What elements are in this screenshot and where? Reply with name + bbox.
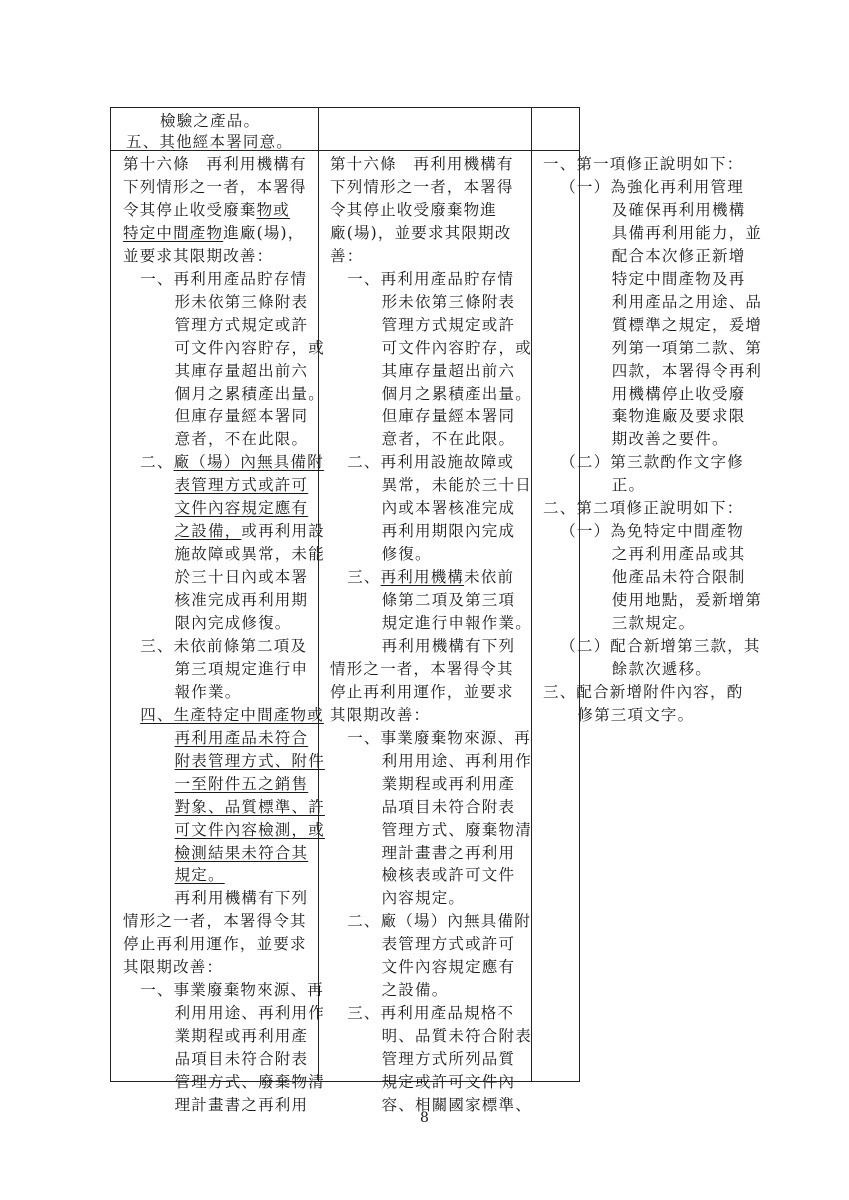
col1-line: 施故障或異常，未能	[174, 545, 325, 564]
col1-line: 檢測結果未符合其	[174, 843, 309, 862]
col2-line: 管理方式所列品質	[381, 1050, 516, 1069]
col1-line: 業期程或再利用產	[174, 1027, 309, 1046]
col3-line: 質標準之規定，爰增	[611, 315, 763, 334]
col1-line: 品項目未符合附表	[174, 1050, 309, 1069]
col2-line: 文件內容規定應有	[381, 958, 516, 977]
col3-line: 正。	[611, 476, 646, 495]
col2-line: 二、再利用設施故障或	[347, 453, 515, 472]
col2-line: 可文件內容貯存，或	[381, 338, 532, 357]
col2-line: 停止再利用運作，並要求	[330, 682, 514, 701]
col3-line: 配合本次修正新增	[611, 246, 746, 265]
col2-line: 規定或許可文件內	[381, 1073, 516, 1091]
col2-line: 修復。	[381, 545, 432, 564]
col1-line: 並要求其限期改善：	[123, 246, 274, 265]
col2-line: 表管理方式或許可	[381, 935, 516, 954]
col1-line: 第十六條 再利用機構有	[123, 155, 307, 173]
col2-line: 三、再利用產品規格不	[347, 1004, 515, 1023]
col3-line: 列第一項第二款、第	[611, 338, 763, 357]
col3-line: 利用產品之用途、品	[611, 292, 763, 311]
col3-line: （一）為免特定中間產物	[560, 522, 744, 541]
col2-line: 但庫存量經本署同	[381, 407, 516, 426]
col3-line: 棄物進廠及要求限	[611, 407, 746, 426]
col1-line: 其庫存量超出前六	[174, 361, 309, 380]
col3-line: 使用地點，爰新增第	[611, 591, 763, 610]
col2-line: 再利用機構有下列	[381, 636, 516, 655]
col2-line: 業期程或再利用產	[381, 774, 516, 793]
col1-line: 於三十日內或本署	[174, 568, 309, 587]
col2-line: 異常，未能於三十日	[381, 476, 532, 495]
col1-line: 四、生產特定中間產物或	[140, 705, 324, 724]
col1-line: 停止再利用運作，並要求	[123, 935, 307, 954]
col1-line: 可文件內容檢測，或	[174, 820, 325, 839]
col1-line: 意者，不在此限。	[174, 430, 309, 449]
col1-line: 但庫存量經本署同	[174, 407, 309, 426]
col1-line: 個月之累積產出量。	[174, 384, 325, 403]
col3-line: 二、第二項修正說明如下：	[543, 499, 744, 518]
col2-line: 內容規定。	[381, 889, 466, 908]
col1-line: 特定中間產物進廠(場)，	[123, 223, 305, 242]
col1-line: 二、廠（場）內無具備附	[140, 453, 324, 472]
col1-line: 再利用機構有下列	[174, 889, 309, 908]
col1-line: 限內完成修復。	[174, 614, 292, 632]
col1-line: 一、事業廢棄物來源、再	[140, 981, 324, 1000]
col2-line: 其庫存量超出前六	[381, 361, 516, 380]
col2-line: 形未依第三條附表	[381, 292, 516, 311]
page-number: 8	[420, 1110, 429, 1126]
col2-line: 管理方式、廢棄物清	[381, 820, 532, 839]
col1-line: 一至附件五之銷售	[174, 774, 309, 793]
col3-line: 四款，本署得令再利	[611, 361, 763, 380]
col3-line: 他產品未符合限制	[611, 568, 746, 587]
col3-line: 三款規定。	[611, 614, 696, 632]
col3-line: 之再利用產品或其	[611, 545, 746, 564]
col3-line: 一、第一項修正說明如下：	[543, 155, 744, 173]
col1-line: 第三項規定進行申	[174, 659, 309, 678]
col2-line: 內或本署核准完成	[381, 499, 516, 518]
col1-line: 規定。	[174, 866, 225, 885]
col2-line: 條第二項及第三項	[381, 591, 516, 610]
col1-line: 令其停止收受廢棄物或	[123, 200, 291, 219]
col2-line: 檢核表或許可文件	[381, 866, 516, 885]
col3-line: （二）第三款酌作文字修	[560, 453, 744, 472]
col2-line: 一、再利用產品貯存情	[347, 269, 515, 288]
col1-line: 報作業。	[174, 682, 242, 701]
col3-line: 及確保再利用機構	[611, 200, 746, 219]
col3-line: 修第三項文字。	[577, 705, 695, 724]
col2-line: 個月之累積產出量。	[381, 384, 532, 403]
col2-line: 明、品質未符合附表	[381, 1027, 532, 1046]
col2-line: 理計畫書之再利用	[381, 843, 516, 862]
col1-line: 理計畫書之再利用	[174, 1095, 309, 1114]
col2-line: 一、事業廢棄物來源、再	[347, 728, 531, 747]
col1-line: 對象、品質標準、許	[174, 797, 325, 816]
column-divider-1	[318, 107, 319, 1082]
col2-line: 廠(場)，並要求其限期改	[330, 223, 512, 242]
col3-line: 具備再利用能力，並	[611, 223, 763, 242]
col1-line: 表管理方式或許可	[174, 476, 309, 495]
col2-line: 管理方式規定或許	[381, 315, 516, 334]
col1-line: 利用用途、再利用作	[174, 1004, 325, 1023]
col3-line: 用機構停止收受廢	[611, 384, 746, 403]
col3-line: 三、配合新增附件內容，酌	[543, 682, 744, 701]
col2-line: 規定進行申報作業。	[381, 614, 532, 632]
col1-line: 形未依第三條附表	[174, 292, 309, 311]
col1-line: 附表管理方式、附件	[174, 751, 325, 770]
column-divider-2	[531, 107, 532, 1082]
col3-line: （二）配合新增第三款，其	[560, 636, 761, 655]
col1-line: 可文件內容貯存，或	[174, 338, 325, 357]
col2-line: 三、再利用機構未依前	[347, 568, 515, 587]
col2-line: 意者，不在此限。	[381, 430, 516, 449]
col1-line: 文件內容規定應有	[174, 499, 309, 518]
col3-line: （一）為強化再利用管理	[560, 177, 744, 196]
top-row-line: 檢驗之產品。	[160, 112, 261, 130]
col2-line: 之設備。	[381, 981, 449, 1000]
col1-line: 三、未依前條第二項及	[140, 636, 308, 655]
col2-line: 善：	[330, 246, 364, 265]
col2-line: 第十六條 再利用機構有	[330, 155, 514, 173]
col2-line: 再利用期限內完成	[381, 522, 516, 541]
col1-line: 情形之一者，本署得令其	[123, 912, 307, 931]
col1-line: 其限期改善：	[123, 958, 224, 977]
col3-line: 期改善之要件。	[611, 430, 729, 449]
col2-line: 容、相關國家標準、	[381, 1095, 532, 1114]
col2-line: 品項目未符合附表	[381, 797, 516, 816]
col1-line: 一、再利用產品貯存情	[140, 269, 308, 288]
col2-line: 情形之一者，本署得令其	[330, 659, 514, 678]
col1-line: 管理方式、廢棄物清	[174, 1073, 325, 1091]
col2-line: 下列情形之一者，本署得	[330, 177, 514, 196]
col3-line: 特定中間產物及再	[611, 269, 746, 288]
col1-line: 再利用產品未符合	[174, 728, 309, 747]
col2-line: 令其停止收受廢棄物進	[330, 200, 498, 219]
col2-line: 利用用途、再利用作	[381, 751, 532, 770]
top-row-line: 五、其他經本署同意。	[126, 133, 294, 151]
col2-line: 二、廠（場）內無具備附	[347, 912, 531, 931]
col1-line: 管理方式規定或許	[174, 315, 309, 334]
col3-line: 餘款次遞移。	[611, 659, 712, 678]
col1-line: 之設備，或再利用設	[174, 522, 325, 541]
col2-line: 其限期改善：	[330, 705, 431, 724]
col1-line: 下列情形之一者，本署得	[123, 177, 307, 196]
col1-line: 核准完成再利用期	[174, 591, 309, 610]
